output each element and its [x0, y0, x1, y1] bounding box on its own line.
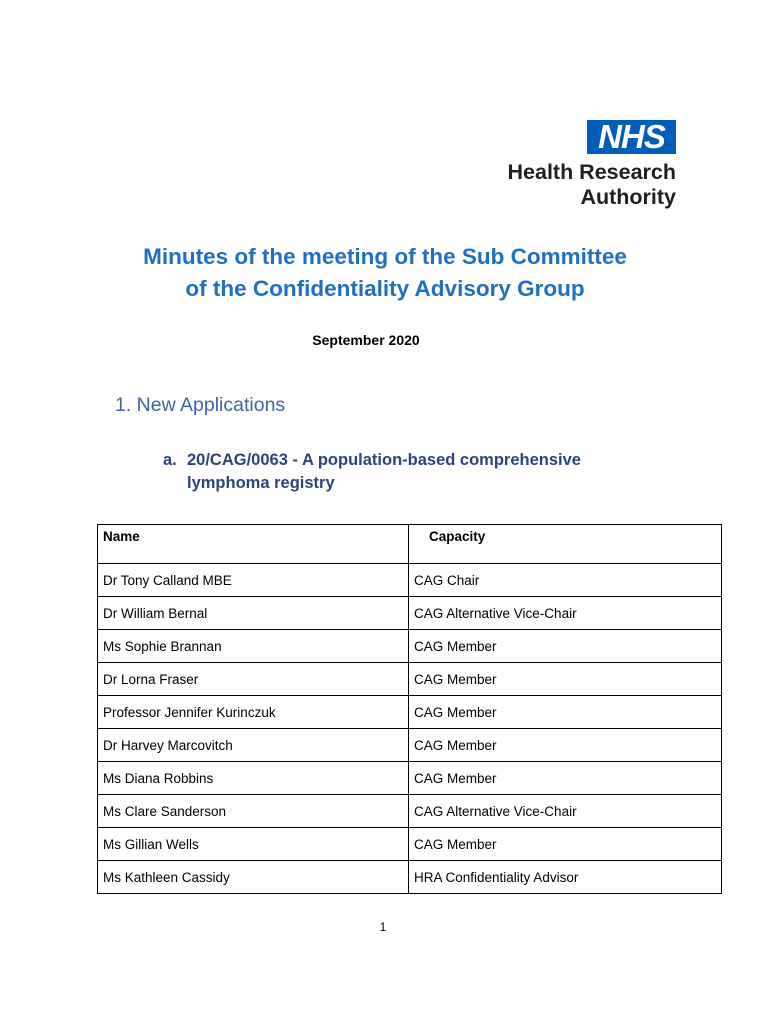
member-capacity: CAG Member	[409, 663, 722, 696]
table-row	[98, 663, 722, 696]
member-capacity: CAG Alternative Vice-Chair	[409, 795, 722, 828]
member-name: Ms Kathleen Cassidy	[98, 861, 409, 894]
nhs-hra-logo	[486, 120, 676, 210]
member-name: Ms Sophie Brannan	[98, 630, 409, 663]
member-name: Ms Diana Robbins	[98, 762, 409, 795]
header-name: Name	[98, 525, 409, 564]
member-name: Dr Lorna Fraser	[98, 663, 409, 696]
section-heading: 1. New Applications	[115, 394, 286, 416]
member-capacity: CAG Alternative Vice-Chair	[409, 597, 722, 630]
organisation-name	[508, 160, 677, 210]
member-name: Dr Harvey Marcovitch	[98, 729, 409, 762]
member-capacity: CAG Member	[409, 630, 722, 663]
member-capacity: CAG Chair	[409, 564, 722, 597]
document-title	[0, 241, 770, 305]
member-capacity: HRA Confidentiality Advisor	[409, 861, 722, 894]
member-capacity: CAG Member	[409, 696, 722, 729]
document-title-line1: Minutes of the meeting of the Sub Committee	[143, 244, 627, 269]
table-row	[98, 696, 722, 729]
application-title	[163, 449, 643, 495]
table-row	[98, 597, 722, 630]
meeting-date: September 2020	[312, 332, 420, 348]
table-header-row	[98, 525, 722, 564]
table-row	[98, 861, 722, 894]
table-row	[98, 828, 722, 861]
table-row	[98, 795, 722, 828]
organisation-name-line2: Authority	[580, 185, 676, 209]
table-row	[98, 762, 722, 795]
member-name: Ms Gillian Wells	[98, 828, 409, 861]
document-title-line2: of the Confidentiality Advisory Group	[185, 276, 585, 301]
application-title-line1: 20/CAG/0063 - A population-based comprehensive	[187, 451, 581, 469]
member-capacity: CAG Member	[409, 762, 722, 795]
table-row	[98, 564, 722, 597]
member-name: Dr Tony Calland MBE	[98, 564, 409, 597]
page-number: 1	[379, 920, 387, 934]
members-table	[97, 524, 722, 894]
member-capacity: CAG Member	[409, 828, 722, 861]
member-capacity: CAG Member	[409, 729, 722, 762]
application-marker: a.	[163, 451, 177, 469]
member-name: Dr William Bernal	[98, 597, 409, 630]
member-name: Professor Jennifer Kurinczuk	[98, 696, 409, 729]
header-capacity: Capacity	[409, 525, 722, 564]
table-row	[98, 729, 722, 762]
table-row	[98, 630, 722, 663]
nhs-logo-box: NHS	[587, 120, 676, 154]
application-title-line2: lymphoma registry	[187, 474, 335, 492]
organisation-name-line1: Health Research	[507, 160, 676, 184]
member-name: Ms Clare Sanderson	[98, 795, 409, 828]
